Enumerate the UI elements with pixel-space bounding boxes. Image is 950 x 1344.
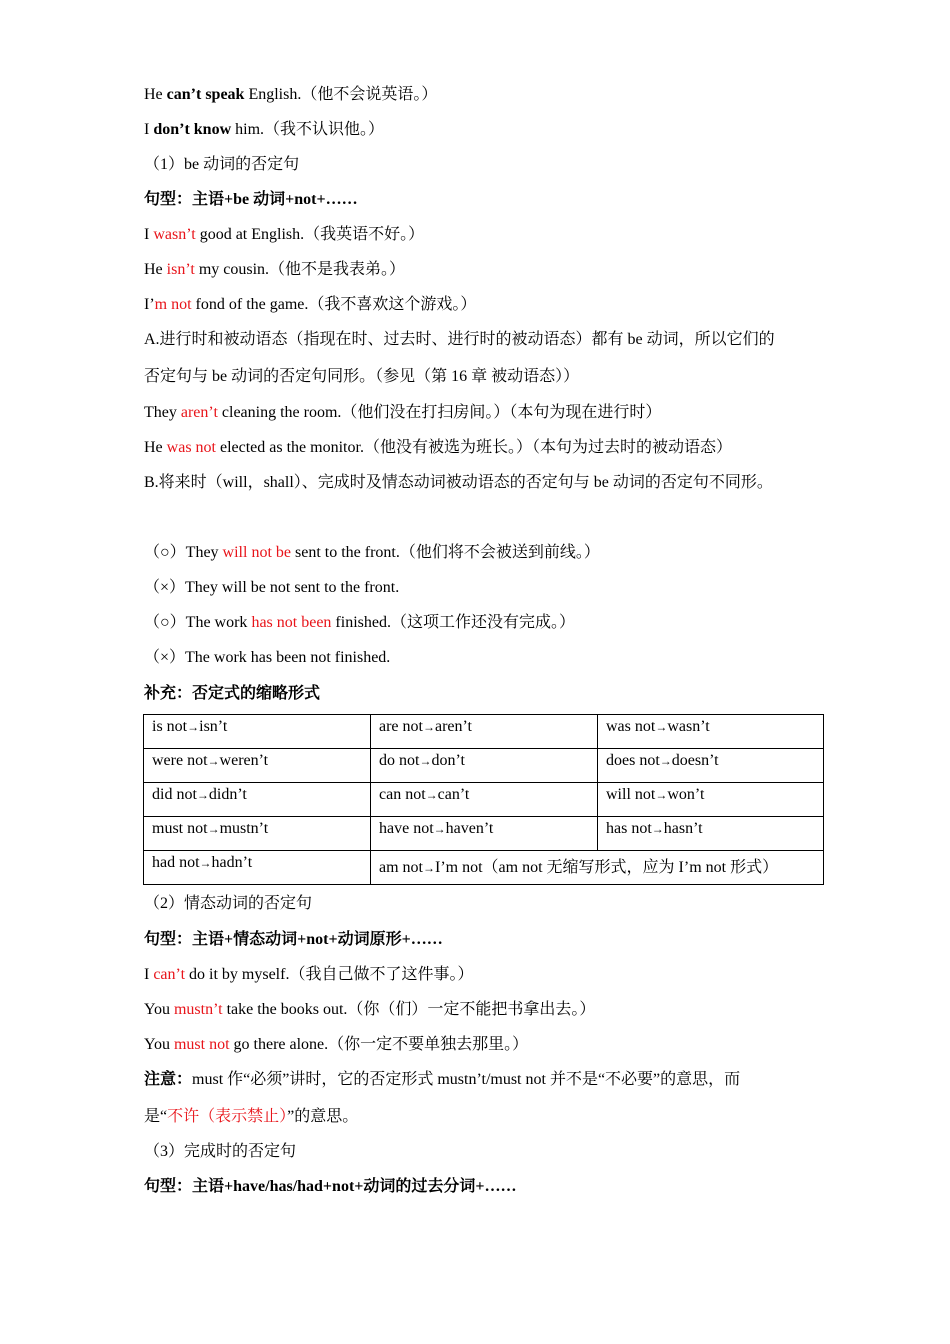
text: I [144,966,154,983]
text: cleaning the room.（他们没在打扫房间。）（本句为现在进行时） [217,404,662,421]
section-heading-perfect: （3）完成时的否定句 [144,1143,297,1160]
section-heading-be: （1）be 动词的否定句 [144,156,300,173]
highlight: will not be [222,544,291,561]
bold-phrase: can’t speak [166,86,245,103]
text: He [144,86,167,103]
example-line [144,1000,595,1020]
text: He [144,261,167,278]
highlight: has not been [251,614,332,631]
note-a-line2: 否定句与 be 动词的否定句同形。（参见（第 16 章 被动语态）） [144,368,580,385]
table-cell: was not→wasn’t [598,715,824,749]
text: him.（我不认识他。） [231,121,385,138]
example-line [144,225,424,245]
text: 是“ [144,1108,168,1125]
note-must-line1 [144,1070,740,1090]
table-row [144,851,824,885]
example-correct [144,613,575,633]
example-line [144,438,732,458]
text: I [144,226,154,243]
highlight: mustn’t [173,1001,223,1018]
example-line [144,403,661,423]
pattern-perfect: 句型：主语+have/has/had+not+动词的过去分词+…… [144,1178,517,1195]
text: I [144,121,154,138]
text: finished.（这项工作还没有完成。） [331,614,575,631]
text: They [144,404,181,421]
table-row [144,715,824,749]
highlight: can’t [153,966,186,983]
text: take the books out.（你（们）一定不能把书拿出去。） [222,1001,596,1018]
highlight: must not [173,1036,230,1053]
table-cell: have not→haven’t [371,817,598,851]
example-line [144,295,476,315]
table-row [144,783,824,817]
text: good at English.（我英语不好。） [195,226,425,243]
text: sent to the front.（他们将不会被送到前线。） [290,544,600,561]
note-label: 注意： [144,1071,193,1088]
table-cell: did not→didn’t [144,783,371,817]
table-cell: are not→aren’t [371,715,598,749]
table-row [144,749,824,783]
text: must 作“必须”讲时，它的否定形式 mustn’t/must not 并不是“不必要”的意思，而 [192,1071,741,1088]
note-a-line1: A.进行时和被动语态（指现在时、过去时、进行时的被动语态）都有 be 动词，所以它们的 [144,331,775,348]
text: my cousin.（他不是我表弟。） [194,261,406,278]
note-must-line2 [144,1107,358,1127]
table-cell: does not→doesn’t [598,749,824,783]
bold-phrase: don’t know [153,121,232,138]
text: （○）The work [144,614,252,631]
line-2 [144,120,384,140]
table-cell: has not→hasn’t [598,817,824,851]
table-cell: were not→weren’t [144,749,371,783]
text: You [144,1001,174,1018]
text: fond of the game.（我不喜欢这个游戏。） [191,296,477,313]
text: （○）They [144,544,223,561]
highlight: wasn’t [153,226,196,243]
pattern-modal: 句型：主语+情态动词+not+动词原形+…… [144,931,443,948]
highlight: aren’t [180,404,218,421]
example-line [144,1035,528,1055]
text: English.（他不会说英语。） [244,86,438,103]
table-cell: can not→can’t [371,783,598,817]
highlight: m not [154,296,192,313]
table-cell: do not→don’t [371,749,598,783]
line-1 [144,85,437,105]
text: elected as the monitor.（他没有被选为班长。）（本句为过去时的被动语态） [215,439,732,456]
abbreviation-table [143,714,824,885]
example-wrong: （×）They will be not sent to the front. [144,579,400,596]
example-wrong: （×）The work has been not finished. [144,649,391,666]
pattern-be: 句型：主语+be 动词+not+…… [144,191,358,208]
note-b: B.将来时（will，shall）、完成时及情态动词被动语态的否定句与 be 动词的否定句不同形。 [144,474,773,491]
example-line [144,260,405,280]
example-line [144,965,473,985]
text: go there alone.（你一定不要单独去那里。） [229,1036,529,1053]
highlight: was not [166,439,216,456]
table-cell: will not→won’t [598,783,824,817]
text: You [144,1036,174,1053]
table-cell: is not→isn’t [144,715,371,749]
example-correct [144,543,600,563]
text: He [144,439,167,456]
text: ”的意思。 [287,1108,359,1125]
table-cell: had not→hadn’t [144,851,371,885]
table-row [144,817,824,851]
highlight: isn’t [166,261,195,278]
table-cell-merged: am not→I’m not（am not 无缩写形式，应为 I’m not 形式） [371,851,824,885]
text: do it by myself.（我自己做不了这件事。） [185,966,474,983]
supplement-heading: 补充：否定式的缩略形式 [144,685,321,702]
highlight: 不许（表示禁止） [167,1108,288,1125]
section-heading-modal: （2）情态动词的否定句 [144,895,313,912]
text: I’ [144,296,155,313]
table-cell: must not→mustn’t [144,817,371,851]
